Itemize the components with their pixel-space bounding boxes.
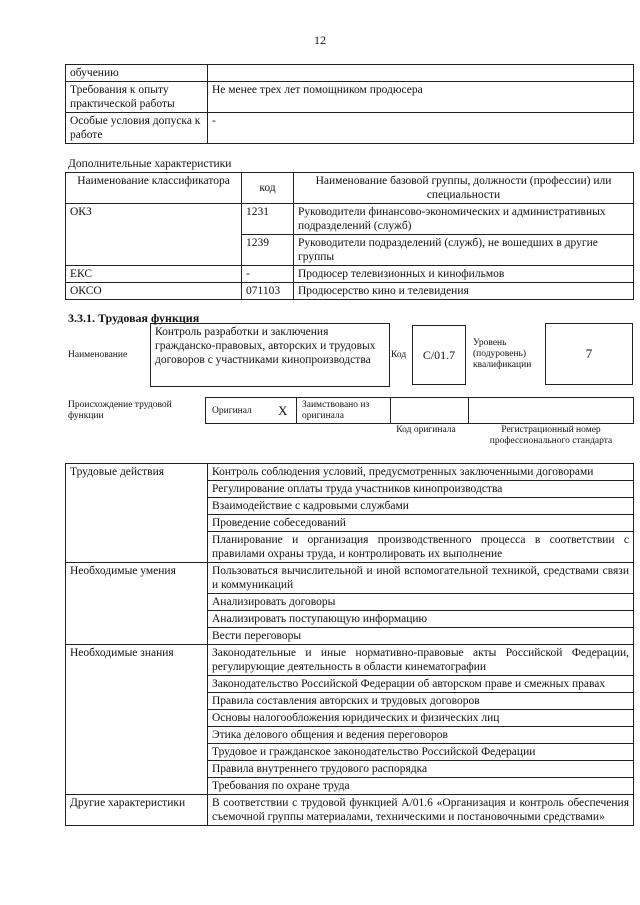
- section-item: Законодательство Российской Федерации об авторском праве и смежных правах: [208, 676, 634, 693]
- row-label: обучению: [66, 65, 208, 82]
- header-classifier: Наименование классификатора: [66, 173, 242, 204]
- origin-divider: [296, 398, 297, 423]
- origin-divider: [468, 398, 469, 423]
- section-item: Анализировать договоры: [208, 594, 634, 611]
- section-label: Другие характеристики: [66, 795, 208, 826]
- section-item: Вести переговоры: [208, 628, 634, 645]
- section-item: Трудовое и гражданское законодательство Российской Федерации: [208, 744, 634, 761]
- row-label: Особые условия допуска к работе: [66, 113, 208, 144]
- section-item: Правила составления авторских и трудовых договоров: [208, 693, 634, 710]
- section-label: Необходимые знания: [66, 645, 208, 795]
- level-value: 7: [585, 346, 593, 361]
- table-row: [66, 283, 634, 300]
- code-label: Код: [391, 350, 407, 360]
- section-item: Основы налогообложения юридических и физических лиц: [208, 710, 634, 727]
- section-item: Требования по охране труда: [208, 778, 634, 795]
- section-item: Взаимодействие с кадровыми службами: [208, 498, 634, 515]
- function-name-box: [150, 323, 390, 387]
- extra-table: [65, 172, 634, 300]
- section-item: Этика делового общения и ведения переговоров: [208, 727, 634, 744]
- row-classifier: ОКЗ: [66, 204, 242, 266]
- section-item: Пользоваться вычислительной и иной вспомогательной техникой, средствами связи и коммуникаций: [208, 563, 634, 594]
- requirements-table: [65, 64, 634, 144]
- code-box: [412, 325, 466, 385]
- section-item: Планирование и организация производственного процесса в соответствии с правилами охраны труда, и контролировать их выполнение: [208, 532, 634, 563]
- origin-label: Происхождение трудовой функции: [68, 400, 172, 421]
- table-row: [66, 113, 634, 144]
- row-name: Руководители финансово-экономических и административных подразделений (служб): [294, 204, 634, 235]
- page-number: 12: [314, 33, 326, 47]
- section-item: Проведение собеседований: [208, 515, 634, 532]
- function-details-table: [65, 463, 634, 826]
- row-name: Продюсер телевизионных и кинофильмов: [294, 266, 634, 283]
- section-label: Необходимые умения: [66, 563, 208, 645]
- original-label: Оригинал: [212, 406, 252, 416]
- row-classifier: ЕКС: [66, 266, 242, 283]
- level-box: [545, 323, 633, 385]
- row-code: 1239: [242, 235, 294, 266]
- origin-divider: [390, 398, 391, 423]
- section-item: Регулирование оплаты труда участников кинопроизводства: [208, 481, 634, 498]
- row-value: Не менее трех лет помощником продюсера: [208, 82, 634, 113]
- reg-number-label: Регистрационный номер профессионального стандарта: [489, 425, 613, 446]
- row-classifier: ОКСО: [66, 283, 242, 300]
- table-row: [66, 563, 634, 594]
- code-original-label: Код оригинала: [396, 425, 456, 435]
- borrowed-label: Заимствовано из оригинала: [302, 400, 370, 421]
- row-code: -: [242, 266, 294, 283]
- name-label: Наименование: [68, 350, 128, 360]
- header-code: код: [242, 173, 294, 204]
- origin-box: [205, 397, 634, 424]
- table-row: [66, 795, 634, 826]
- table-row: [66, 65, 634, 82]
- original-mark: X: [278, 403, 288, 418]
- section-item: В соответствии с трудовой функцией А/01.6 «Организация и контроль обеспечения съемочной группы материалами, техническими и постановочными средствами»: [208, 795, 634, 826]
- code-value: C/01.7: [422, 348, 456, 362]
- table-header: [66, 173, 634, 204]
- table-row: [66, 266, 634, 283]
- function-name: Контроль разработки и заключения гражданско-правовых, авторских и трудовых договоров с участниками кинопроизводства: [155, 326, 376, 366]
- row-name: Продюсерство кино и телевидения: [294, 283, 634, 300]
- row-value: -: [208, 113, 634, 144]
- row-label: Требования к опыту практической работы: [66, 82, 208, 113]
- row-name: Руководители подразделений (служб), не вошедших в другие группы: [294, 235, 634, 266]
- table-row: [66, 645, 634, 676]
- extra-title: Дополнительные характеристики: [68, 158, 232, 170]
- table-row: [66, 204, 634, 235]
- row-code: 1231: [242, 204, 294, 235]
- row-code: 071103: [242, 283, 294, 300]
- level-label: Уровень (подуровень) квалификации: [473, 338, 532, 370]
- table-row: [66, 464, 634, 481]
- header-name: Наименование базовой группы, должности (профессии) или специальности: [294, 173, 634, 204]
- section-item: Анализировать поступающую информацию: [208, 611, 634, 628]
- section-item: Правила внутреннего трудового распорядка: [208, 761, 634, 778]
- table-row: [66, 82, 634, 113]
- section-label: Трудовые действия: [66, 464, 208, 563]
- section-item: Законодательные и иные нормативно-правовые акты Российской Федерации, регулирующие деятельность в области кинематографии: [208, 645, 634, 676]
- section-item: Контроль соблюдения условий, предусмотренных заключенными договорами: [208, 464, 634, 481]
- function-title: 3.3.1. Трудовая функция: [68, 311, 200, 325]
- row-value: [208, 65, 634, 82]
